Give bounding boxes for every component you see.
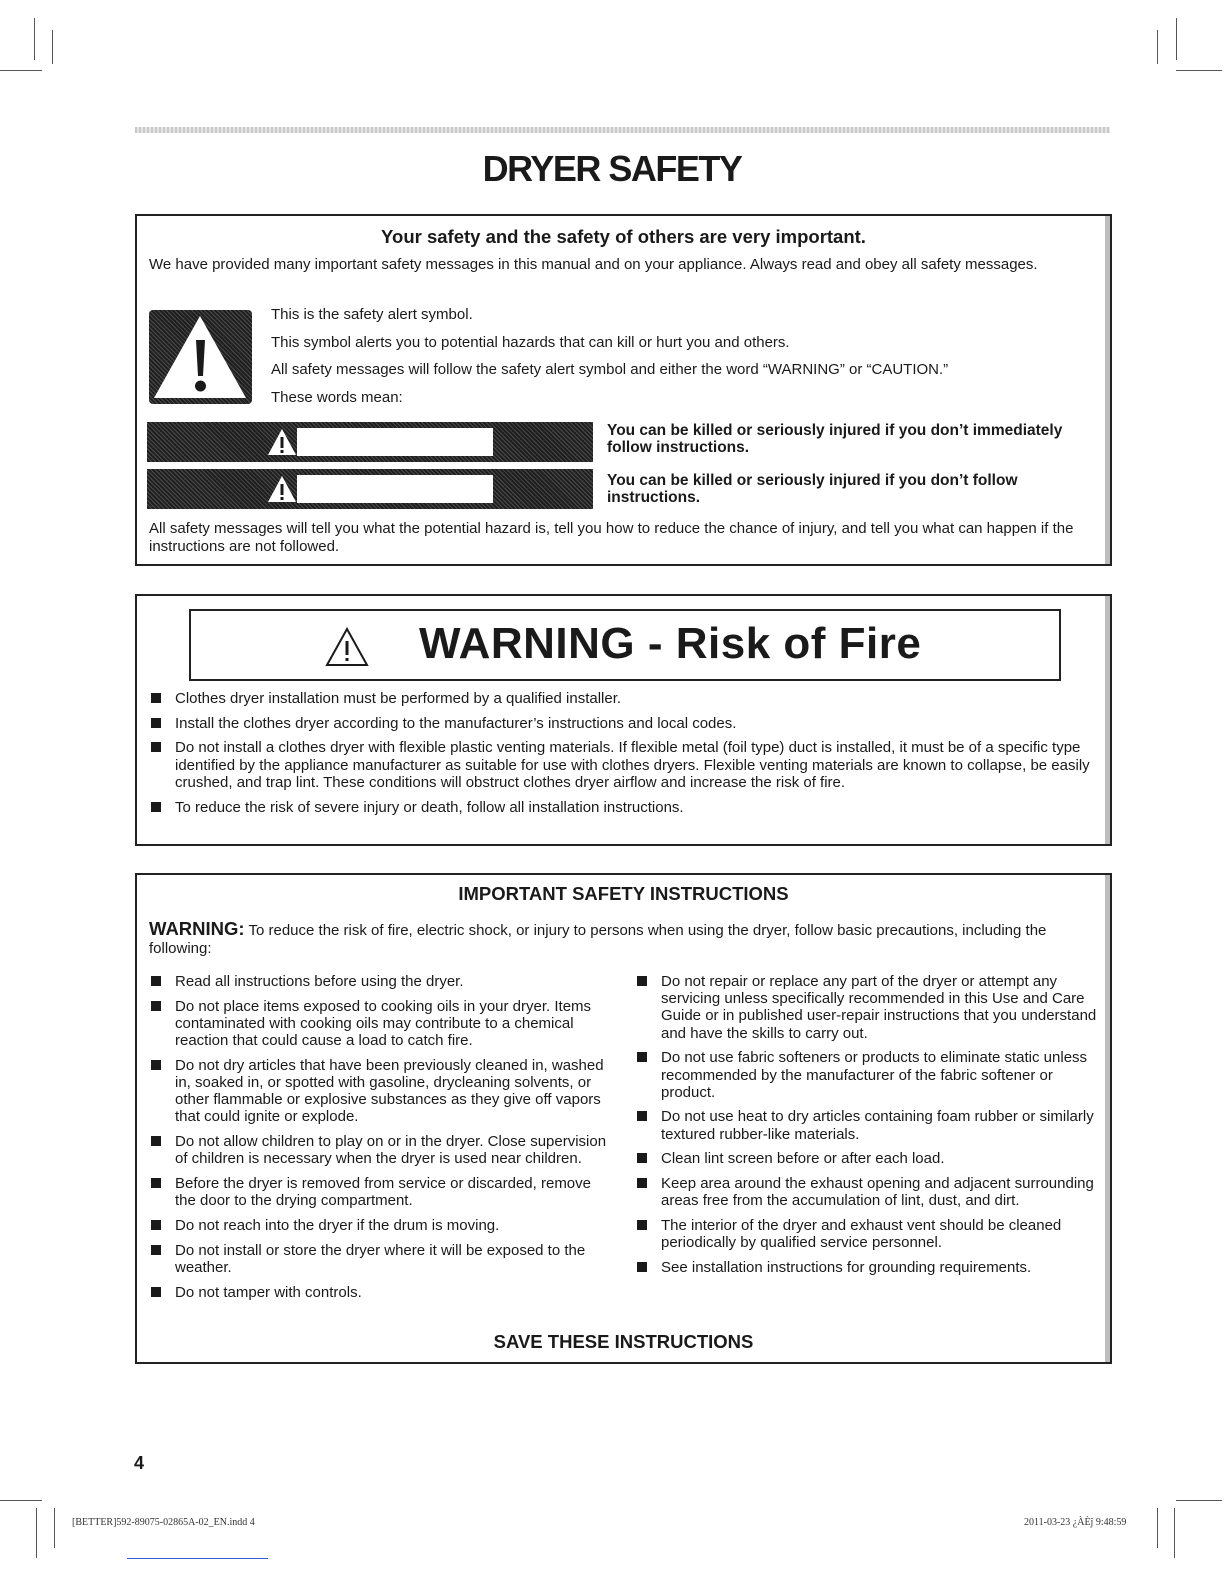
fire-warning-banner	[189, 609, 1061, 681]
bullet-icon	[151, 693, 161, 703]
crop-mark	[1174, 1508, 1175, 1558]
list-item-text: The interior of the dryer and exhaust vent should be cleaned periodically by qualified service personnel.	[661, 1216, 1062, 1252]
list-item-text: Do not use heat to dry articles containing foam rubber or similarly textured rubber-like materials.	[661, 1108, 1094, 1143]
list-item	[149, 1133, 609, 1167]
list-item	[149, 1242, 609, 1276]
fire-warning-box	[135, 594, 1112, 846]
list-item	[149, 973, 609, 990]
bullet-icon	[151, 1220, 161, 1230]
bullet-icon	[151, 802, 161, 812]
list-item	[635, 1259, 1099, 1276]
warning-text: To reduce the risk of fire, electric shock, or injury to persons when using the dryer, follow basic precautions, including the following:	[149, 922, 1047, 957]
alert-symbol-explanation	[271, 306, 948, 416]
crop-mark	[1176, 1500, 1222, 1501]
signal-word-panel	[297, 475, 493, 503]
crop-mark	[1176, 18, 1177, 60]
top-rule	[135, 127, 1110, 133]
safety-intro-box	[135, 214, 1112, 566]
list-item	[635, 1049, 1099, 1101]
warning-triangle-icon	[267, 428, 297, 461]
list-item-text: Do not repair or replace any part of the dryer or attempt any servicing unless specifically recommended in this Use and Care Guide or in published user-repair instructions that you understand and have the skills to carry out.	[661, 973, 1097, 1042]
signal-word-meaning: You can be killed or seriously injured if you don’t immediately follow instructions.	[607, 422, 1063, 456]
bullet-icon	[151, 1136, 161, 1146]
bullet-icon	[637, 1153, 647, 1163]
list-item	[149, 1175, 609, 1209]
bullet-icon	[637, 1220, 647, 1230]
list-item-text: Clothes dryer installation must be performed by a qualified installer.	[175, 690, 622, 707]
bullet-icon	[151, 718, 161, 728]
crop-mark	[36, 1508, 37, 1558]
list-item-text: Keep area around the exhaust opening and adjacent surrounding areas free from the accumulation of lint, dust, and dirt.	[661, 1175, 1094, 1210]
list-item	[635, 1150, 1099, 1167]
list-item-text: Do not install a clothes dryer with flexible plastic venting materials. If flexible metal (foil type) duct is installed, it must be of a specific type identified by the appliance manufacturer as suitable for use with clothes dryers. Flexible venting materials are known to collapse, be easily crushed, and trap lint. These conditions will obstruct clothes dryer airflow and increase the risk of fire.	[175, 739, 1090, 791]
list-item	[149, 1057, 609, 1126]
bullet-icon	[637, 1262, 647, 1272]
page-number: 4	[134, 1453, 145, 1473]
footer-file-name: [BETTER]592-89075-02865A-02_EN.indd 4	[72, 1517, 255, 1528]
instructions-right-list	[635, 973, 1099, 1284]
fire-warning-list	[149, 690, 1099, 823]
safety-instructions-box	[135, 873, 1112, 1364]
safety-outro-text: All safety messages will tell you what the potential hazard is, tell you how to reduce the chance of injury, and tell you what can happen if the instructions are not followed.	[149, 520, 1074, 555]
alert-line: These words mean:	[271, 388, 403, 406]
safety-heading: Your safety and the safety of others are very important.	[381, 226, 866, 247]
warning-label: WARNING:	[149, 918, 245, 939]
alert-line: All safety messages will follow the safety alert symbol and either the word “WARNING” or “CAUTION.”	[271, 361, 949, 378]
signal-word-bar-warning	[147, 469, 593, 509]
alert-line: This symbol alerts you to potential hazards that can kill or hurt you and others.	[271, 333, 790, 351]
bullet-icon	[151, 976, 161, 986]
list-item	[635, 1175, 1099, 1209]
list-item	[149, 799, 1099, 816]
crop-mark	[1157, 30, 1158, 64]
list-item-text: Do not tamper with controls.	[175, 1283, 362, 1301]
list-item-text: Install the clothes dryer according to the manufacturer’s instructions and local codes.	[175, 714, 737, 732]
list-item-text: Do not install or store the dryer where it will be exposed to the weather.	[175, 1241, 586, 1276]
warning-triangle-icon	[325, 627, 369, 672]
list-item	[635, 1217, 1099, 1251]
link-underline	[127, 1558, 268, 1559]
list-item-text: Read all instructions before using the dryer.	[175, 973, 464, 990]
page-title: DRYER SAFETY	[482, 148, 742, 189]
list-item	[149, 739, 1099, 791]
safety-intro-text: We have provided many important safety messages in this manual and on your appliance. Always read and obey all safety messages.	[149, 256, 1038, 273]
bullet-icon	[151, 1287, 161, 1297]
list-item	[635, 1108, 1099, 1142]
fire-warning-title: WARNING - Risk of Fire	[419, 619, 922, 668]
list-item-text: Before the dryer is removed from service or discarded, remove the door to the drying compartment.	[175, 1175, 591, 1210]
bullet-icon	[151, 1060, 161, 1070]
signal-word-panel	[297, 428, 493, 456]
bullet-icon	[151, 742, 161, 752]
bullet-icon	[151, 1001, 161, 1011]
instructions-heading: IMPORTANT SAFETY INSTRUCTIONS	[458, 883, 789, 904]
crop-mark	[34, 18, 35, 60]
list-item	[635, 973, 1099, 1042]
bullet-icon	[637, 976, 647, 986]
bullet-icon	[637, 1178, 647, 1188]
list-item	[149, 690, 1099, 707]
crop-mark	[0, 70, 42, 71]
bullet-icon	[637, 1111, 647, 1121]
crop-mark	[1157, 1508, 1158, 1548]
list-item	[149, 715, 1099, 732]
safety-alert-symbol-icon	[149, 310, 252, 404]
crop-mark	[52, 30, 53, 64]
crop-mark	[1176, 70, 1222, 71]
bullet-icon	[637, 1052, 647, 1062]
list-item-text: Do not reach into the dryer if the drum is moving.	[175, 1216, 500, 1234]
bullet-icon	[151, 1178, 161, 1188]
list-item	[149, 1284, 609, 1301]
save-instructions-text: SAVE THESE INSTRUCTIONS	[493, 1331, 754, 1352]
signal-word-bar-danger	[147, 422, 593, 462]
crop-mark	[54, 1508, 55, 1548]
instructions-left-list	[149, 973, 609, 1308]
list-item-text: Clean lint screen before or after each load.	[661, 1150, 945, 1168]
warning-triangle-icon	[267, 475, 297, 508]
signal-word-meaning: You can be killed or seriously injured if you don’t follow instructions.	[607, 472, 1018, 506]
list-item-text: Do not place items exposed to cooking oils in your dryer. Items contaminated with cooking oils may contribute to a chemical reaction that could cause a load to catch fire.	[175, 997, 592, 1050]
list-item	[149, 998, 609, 1050]
footer-timestamp: 2011-03-23 ¿ÀÈĵ 9:48:59	[1024, 1517, 1127, 1528]
bullet-icon	[151, 1245, 161, 1255]
list-item	[149, 1217, 609, 1234]
list-item-text: Do not dry articles that have been previously cleaned in, washed in, soaked in, or spotted with gasoline, drycleaning solvents, or other flammable or explosive substances as they give off vapors that could ignite or explode.	[175, 1056, 604, 1126]
list-item-text: See installation instructions for grounding requirements.	[661, 1258, 1032, 1276]
crop-mark	[0, 1500, 42, 1501]
list-item-text: Do not allow children to play on or in the dryer. Close supervision of children is necessary when the dryer is used near children.	[175, 1133, 607, 1168]
alert-line: This is the safety alert symbol.	[271, 306, 473, 323]
list-item-text: To reduce the risk of severe injury or death, follow all installation instructions.	[175, 798, 684, 816]
list-item-text: Do not use fabric softeners or products to eliminate static unless recommended by the manufacturer of the fabric softener or product.	[661, 1049, 1088, 1101]
instructions-warning	[149, 920, 1049, 958]
